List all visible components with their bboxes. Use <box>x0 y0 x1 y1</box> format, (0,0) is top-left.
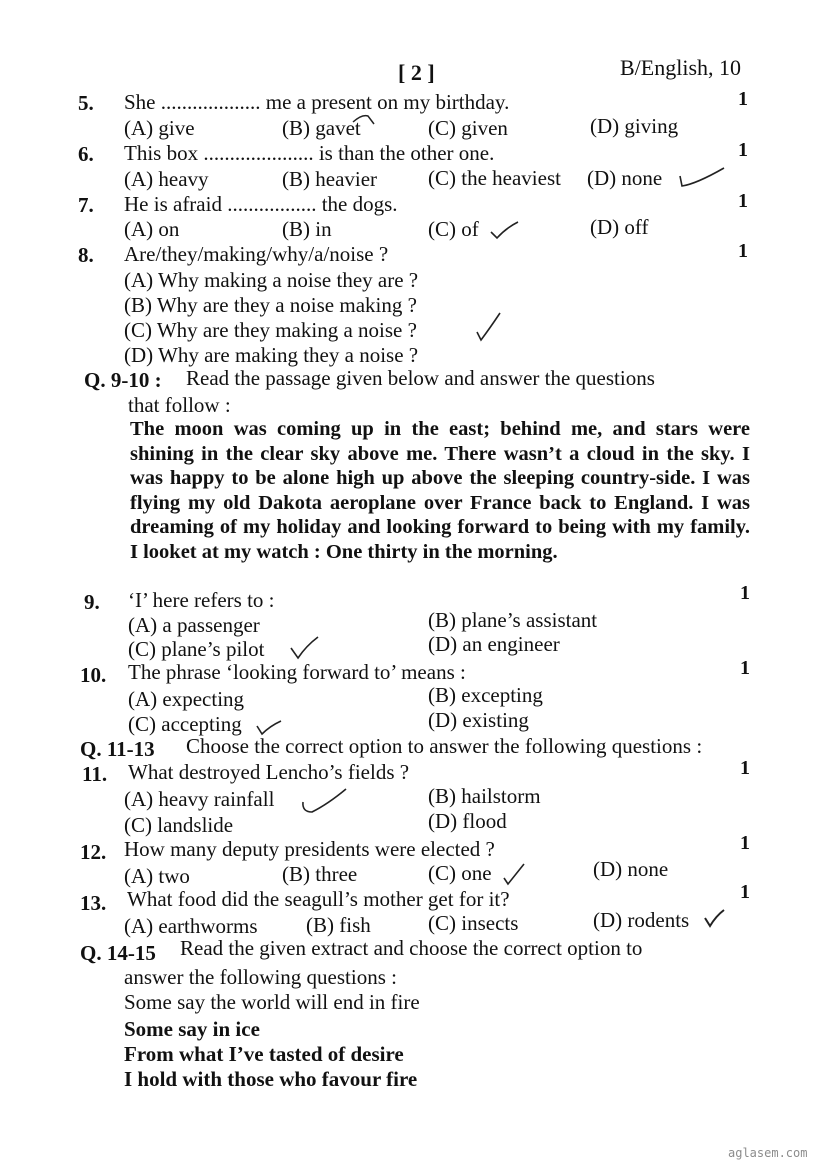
option-a: (A) earthworms <box>124 914 258 938</box>
watermark: aglasem.com <box>728 1146 808 1160</box>
question-number: 13. <box>80 891 107 915</box>
section-label: Q. 11-13 <box>80 737 155 761</box>
option-a: (A) two <box>124 864 190 888</box>
option-c: (C) insects <box>428 911 519 935</box>
option-b: (B) hailstorm <box>428 784 541 808</box>
question-text: This box ..................... is than the other one. <box>124 141 495 165</box>
question-text: What food did the seagull’s mother get for it? <box>127 887 510 911</box>
poem-line: From what I’ve tasted of desire <box>124 1042 404 1066</box>
marks: 1 <box>738 88 748 110</box>
option-c: (C) one <box>428 861 492 885</box>
question-text: Are/they/making/why/a/noise ? <box>124 242 389 266</box>
handwritten-tick-mark <box>500 860 530 888</box>
option-a: (A) a passenger <box>128 613 260 637</box>
marks: 1 <box>738 190 748 212</box>
option-c: (C) the heaviest <box>428 166 561 190</box>
option-b: (B) plane’s assistant <box>428 608 598 632</box>
handwritten-tick-mark <box>474 310 504 344</box>
question-number: 10. <box>80 663 107 687</box>
option-d: (D) an engineer <box>428 632 560 656</box>
section-instruction: Choose the correct option to answer the following questions : <box>186 734 703 758</box>
option-a: (A) Why making a noise they are ? <box>124 268 419 292</box>
question-number: 6. <box>78 142 94 166</box>
option-d: (D) flood <box>428 809 507 833</box>
option-b: (B) gavet <box>282 116 361 140</box>
option-a: (A) give <box>124 116 195 140</box>
option-d: (D) none <box>593 857 669 881</box>
marks: 1 <box>740 757 750 779</box>
question-text: She ................... me a present on my birthday. <box>124 90 510 114</box>
section-instruction: Read the given extract and choose the correct option to <box>180 936 643 960</box>
question-text: How many deputy presidents were elected ? <box>124 837 495 861</box>
section-label: Q. 9-10 : <box>84 368 162 392</box>
question-number: 11. <box>82 762 108 786</box>
option-b: (B) in <box>282 217 332 241</box>
option-d: (D) off <box>590 215 649 239</box>
marks: 1 <box>738 139 748 161</box>
handwritten-tick-mark <box>702 906 728 930</box>
option-a: (A) heavy <box>124 167 209 191</box>
handwritten-tick-mark <box>300 786 350 820</box>
option-c: (C) plane’s pilot <box>128 637 265 661</box>
option-d: (D) none <box>587 166 663 190</box>
option-c: (C) given <box>428 116 508 140</box>
option-b: (B) fish <box>306 913 371 937</box>
option-a: (A) heavy rainfall <box>124 787 275 811</box>
option-b: (B) heavier <box>282 167 378 191</box>
poem-line: Some say the world will end in fire <box>124 990 420 1014</box>
marks: 1 <box>740 832 750 854</box>
option-a: (A) expecting <box>128 687 245 711</box>
section-instruction: Read the passage given below and answer the questions <box>186 366 655 390</box>
question-number: 7. <box>78 193 94 217</box>
reading-passage: The moon was coming up in the east; behind me, and stars were shining in the clear sky above me. There wasn’t a cloud in the sky. I was happy to be alone high up above the sleeping country-side. I was flying my old Dakota aeroplane over France back to England. I was dreaming of my holiday and looking forward to being with my family. I looket at my watch : One thirty in the morning. <box>130 418 750 563</box>
marks: 1 <box>738 240 748 262</box>
question-text: ‘I’ here refers to : <box>128 588 275 612</box>
option-c: (C) Why are they making a noise ? <box>124 318 417 342</box>
question-number: 5. <box>78 91 94 115</box>
poem-line: I hold with those who favour fire <box>124 1067 418 1091</box>
option-b: (B) Why are they a noise making ? <box>124 293 417 317</box>
subject-code: B/English, 10 <box>620 55 742 80</box>
option-c: (C) accepting <box>128 712 242 736</box>
option-d: (D) giving <box>590 114 679 138</box>
option-b: (B) excepting <box>428 683 543 707</box>
question-text: The phrase ‘looking forward to’ means : <box>128 660 466 684</box>
marks: 1 <box>740 881 750 903</box>
marks: 1 <box>740 582 750 604</box>
handwritten-tick-mark <box>488 218 522 242</box>
question-text: What destroyed Lencho’s fields ? <box>128 760 410 784</box>
option-a: (A) on <box>124 217 180 241</box>
option-c: (C) landslide <box>124 813 234 837</box>
option-d: (D) existing <box>428 708 529 732</box>
option-c: (C) of <box>428 217 479 241</box>
section-instruction-cont: that follow : <box>128 393 231 417</box>
question-number: 9. <box>84 590 100 614</box>
option-d: (D) rodents <box>593 908 690 932</box>
question-number: 8. <box>78 243 94 267</box>
option-b: (B) three <box>282 862 358 886</box>
section-instruction-cont: answer the following questions : <box>124 965 397 989</box>
marks: 1 <box>740 657 750 679</box>
option-d: (D) Why are making they a noise ? <box>124 343 419 367</box>
question-number: 12. <box>80 840 107 864</box>
poem-line: Some say in ice <box>124 1017 260 1041</box>
section-label: Q. 14-15 <box>80 941 156 965</box>
question-text: He is afraid ................. the dogs. <box>124 192 398 216</box>
handwritten-tick-mark <box>676 164 730 194</box>
page-number: [ 2 ] <box>398 60 435 85</box>
